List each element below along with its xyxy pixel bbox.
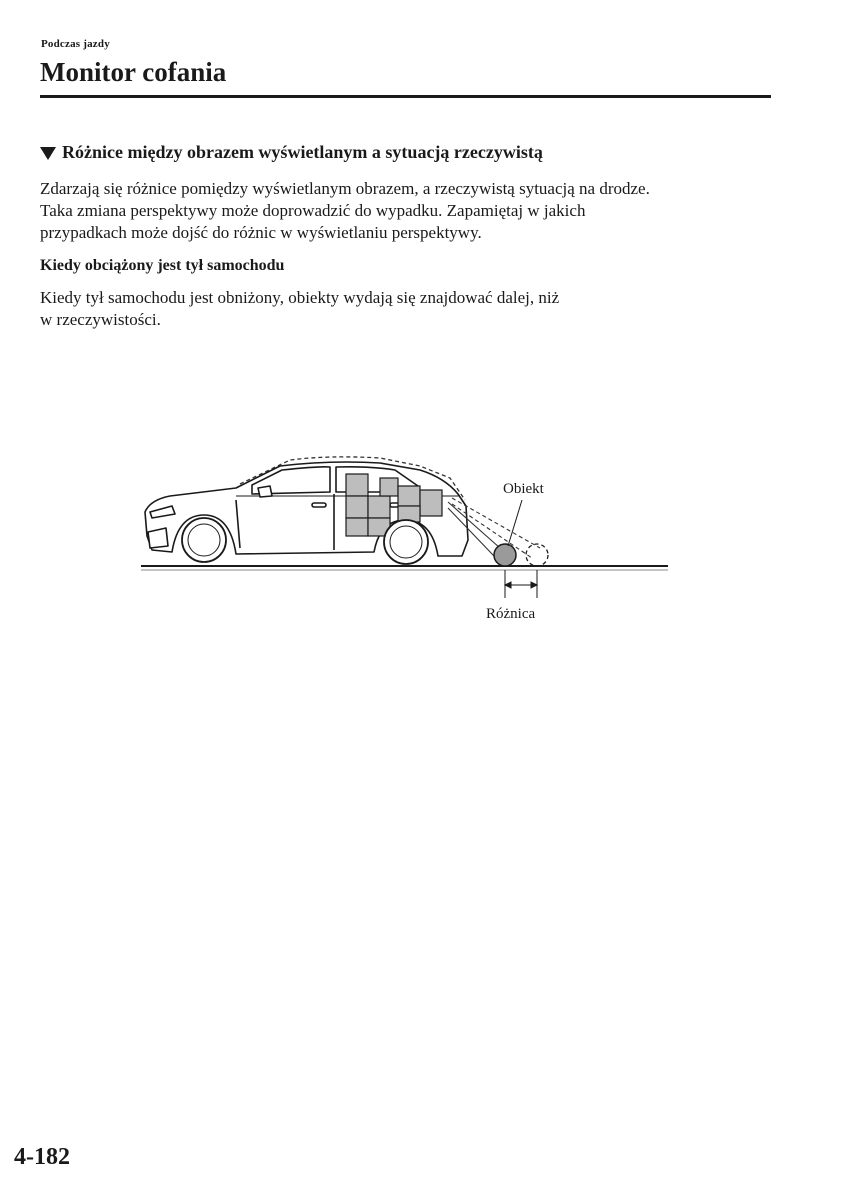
object-label: Obiekt <box>503 481 544 497</box>
car-body <box>145 462 468 556</box>
rear-wheel <box>384 520 428 564</box>
case-heading: Kiedy obciążony jest tył samochodu <box>40 257 285 274</box>
triangle-down-icon <box>40 147 56 160</box>
car-outline-original <box>240 457 465 500</box>
intro-line: Zdarzają się różnice pomiędzy wyświetlanym obrazem, a rzeczywistą sytuacją na drodze. <box>40 179 650 198</box>
intro-paragraph <box>40 178 780 244</box>
front-wheel <box>182 518 226 562</box>
title-rule <box>40 95 771 98</box>
section-label: Podczas jazdy <box>41 38 110 50</box>
camera-view-lines <box>448 498 540 558</box>
intro-line: przypadkach może dojść do różnic w wyświetlaniu perspektywy. <box>40 223 482 242</box>
case-paragraph <box>40 287 680 331</box>
object-actual <box>494 544 516 566</box>
object-perceived <box>526 544 548 566</box>
difference-label: Różnica <box>486 606 536 622</box>
page-number: 4-182 <box>14 1144 70 1170</box>
case-line: Kiedy tył samochodu jest obniżony, obiekty wydają się znajdować dalej, niż <box>40 288 560 307</box>
ground-line <box>141 566 668 570</box>
subsection-heading <box>40 140 543 164</box>
case-line: w rzeczywistości. <box>40 310 161 329</box>
subsection-heading-text: Różnice między obrazem wyświetlanym a sytuacją rzeczywistą <box>62 142 543 162</box>
page-title: Monitor cofania <box>40 57 227 87</box>
object-label-leader <box>508 500 522 546</box>
cargo-load <box>346 474 442 536</box>
difference-dimension <box>505 570 537 598</box>
intro-line: Taka zmiana perspektywy może doprowadzić do wypadku. Zapamiętaj w jakich <box>40 201 586 220</box>
